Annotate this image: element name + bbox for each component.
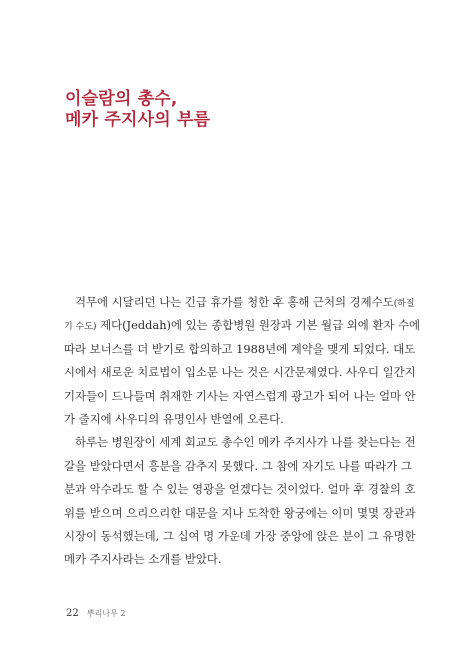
body-line: 분과 악수라도 할 수 있는 영광을 얻겠다는 것이었다. 얼마 후 경찰의 호 (64, 482, 416, 497)
paragraph-1 (64, 291, 421, 431)
body-line: 시에서 새로운 치료법이 입소문 나는 것은 시간문제였다. 사우디 일간지 (64, 365, 416, 380)
paragraph-2 (64, 431, 416, 571)
body-line (64, 291, 415, 314)
body-text (64, 291, 421, 572)
body-line: 갈을 받았다면서 흥분을 감추지 못했다. 그 참에 자기도 나를 따라가 그 (64, 458, 412, 473)
inline-note: 기 수도) (64, 322, 97, 333)
running-title: 뿌리나무 2 (86, 609, 126, 618)
page-footer (66, 608, 125, 619)
body-line-text: 걱무에 시달리던 나는 긴급 휴가를 청한 후 홍해 근처의 경제수도 (75, 295, 394, 309)
body-line: 시장이 동석했는데, 그 십여 명 가운데 가장 중앙에 앉은 분이 그 유명한 (64, 528, 416, 543)
chapter-title-line-1: 이슬람의 총수, (65, 89, 178, 109)
body-line (64, 314, 421, 337)
chapter-title-line-2: 메카 주지사의 부름 (65, 110, 211, 130)
body-line: 메카 주지사라는 소개를 받았다. (64, 552, 222, 567)
inline-note: (하질 (393, 299, 415, 309)
body-line-text: 제다(Jeddah)에 있는 종합병원 원장과 기본 월급 외에 환자 수에 (96, 318, 421, 333)
chapter-title (65, 89, 425, 131)
body-line: 따라 보너스를 더 받기로 합의하고 1988년에 계약을 맺게 되었다. 대도 (64, 341, 416, 356)
body-line: 기자들이 드나들며 취재한 기사는 자연스럽게 광고가 되어 나는 얼마 안 (64, 388, 416, 403)
body-line: 위를 받으며 으리으리한 대문을 지나 도착한 왕궁에는 이미 몇몇 장관과 (64, 505, 416, 520)
body-line: 하루는 병원장이 세계 회교도 총수인 메카 주지사가 나를 찾는다는 전 (75, 435, 416, 450)
page-number: 22 (66, 608, 79, 619)
body-line: 가 줄지에 사우디의 유명인사 반열에 오른다. (64, 411, 284, 426)
